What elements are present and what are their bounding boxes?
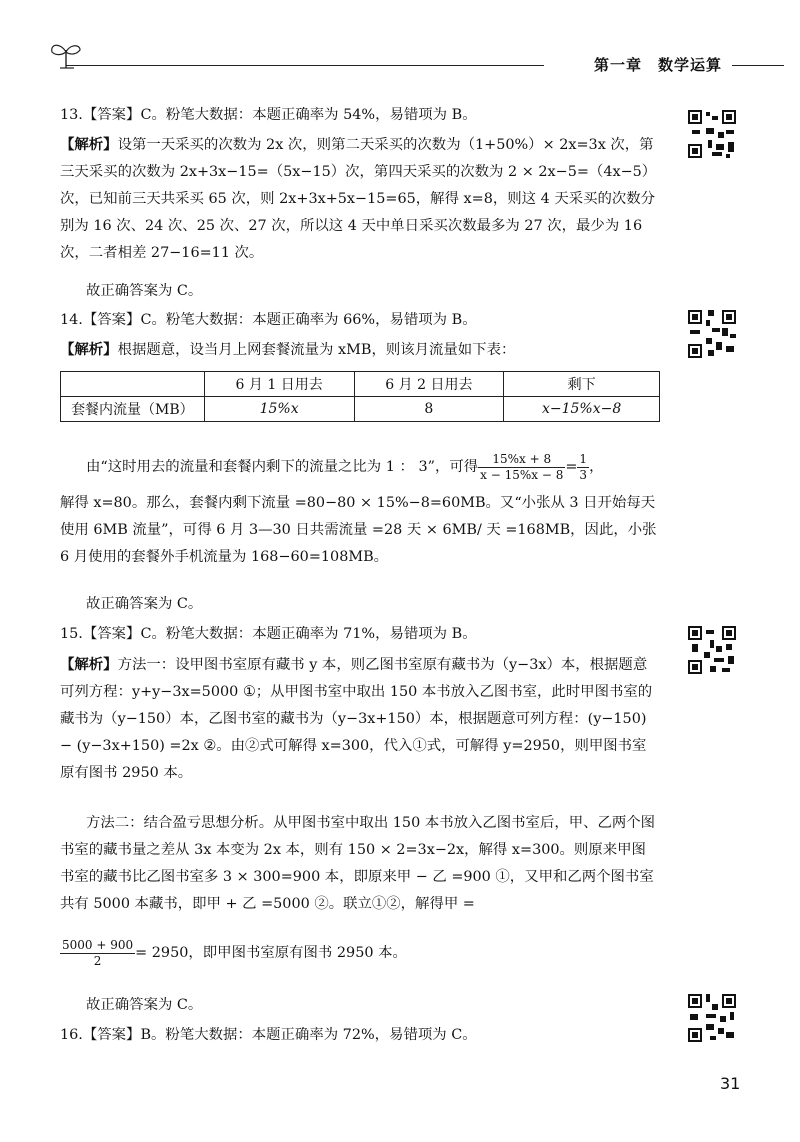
q16-answer: 16.【答案】B。粉笔大数据：本题正确率为 72%，易错项为 C。 <box>60 1027 477 1043</box>
qr-code-icon <box>686 308 738 360</box>
header-rule-right <box>732 65 784 66</box>
analysis-label: 【解析】 <box>60 342 118 358</box>
table-header-cell <box>61 372 205 397</box>
chapter-title: 第一章 数学运算 <box>593 56 722 74</box>
q14-analysis-text: 根据题意，设当月上网套餐流量为 xMB，则该月流量如下表： <box>117 342 516 358</box>
analysis-label: 【解析】 <box>60 657 118 673</box>
q14-conclusion: 故正确答案为 C。 <box>86 596 203 612</box>
fraction-numerator: 1 <box>579 451 588 466</box>
q15-conclusion: 故正确答案为 C。 <box>86 997 203 1013</box>
fraction-numerator: 5000 + 900 <box>62 937 134 952</box>
table-header-cell: 6 月 1 日用去 <box>204 372 354 397</box>
equals-sign: = <box>565 459 578 475</box>
q15-answer: 15.【答案】C。粉笔大数据：本题正确率为 71%，易错项为 B。 <box>60 626 477 642</box>
q15-method1-text: 方法一：设甲图书室原有藏书 y 本，则乙图书室原有藏书为（y−3x）本，根据题意可列方程：y+y−3x=5000 ①；从甲图书室中取出 150 本书放入乙图书室，此时甲图书室的藏书为（y−150）本，乙图书室的藏书为（y−3x+150）本，根据题意可列方程：(y−150) − (y−3x+150) =2x ②。由②式可解得 x=300，代入①式，可解得 y=2950，则甲图书室原有图书 2950 本。 <box>60 657 653 781</box>
q13-analysis <box>60 132 660 267</box>
table-cell: x−15%x−8 <box>504 397 660 422</box>
fraction <box>60 938 135 969</box>
table-row <box>61 397 660 422</box>
q14-text: ， <box>589 459 604 475</box>
q14-ratio-line <box>86 450 660 484</box>
q15-result-text: = 2950，即甲图书室原有图书 2950 本。 <box>135 945 407 961</box>
fraction-denominator: 2 <box>93 953 102 968</box>
q15-method1 <box>60 652 660 787</box>
qr-code-icon <box>686 108 738 160</box>
q14-analysis <box>60 337 660 364</box>
analysis-label: 【解析】 <box>60 137 118 153</box>
page-number: 31 <box>720 1074 741 1093</box>
table-header-row <box>61 372 660 397</box>
table-cell: 15%x <box>204 397 354 422</box>
q13-conclusion: 故正确答案为 C。 <box>86 283 203 299</box>
q13-analysis-text: 设第一天采买的次数为 2x 次，则第二天采买的次数为（1+50%）× 2x=3x 次，第三天采买的次数为 2x+3x−15=（5x−15）次，第四天采买的次数为 2 × 2x−5=（4x−5）次，已知前三天共采买 65 次，则 2x+3x+5x−15=65，解得 x=8，则这 4 天采买的次数分别为 16 次、24 次、25 次、27 次，所以这 4 天中单日采买次数最多为 27 次，最少为 16 次，二者相差 27−16=11 次。 <box>60 137 657 261</box>
table-cell: 套餐内流量（MB） <box>61 397 205 422</box>
table-cell: 8 <box>354 397 504 422</box>
header-rule <box>66 65 544 66</box>
fraction-numerator: 15%x + 8 <box>478 452 565 468</box>
traffic-table <box>60 371 660 422</box>
q14-answer: 14.【答案】C。粉笔大数据：本题正确率为 66%，易错项为 B。 <box>60 312 477 328</box>
fraction-denominator: 3 <box>579 467 588 482</box>
qr-code-icon <box>686 624 738 676</box>
qr-code-icon <box>686 992 738 1044</box>
fraction <box>577 452 589 483</box>
q14-calculation: 解得 x=80。那么，套餐内剩下流量 =80−80 × 15%−8=60MB。又“小张从 3 日开始每天使用 6MB 流量”，可得 6 月 3—30 日共需流量 =28 天 × 6MB/ 天 =168MB，因此，小张 6 月使用的套餐外手机流量为 168−60=108MB。 <box>60 495 657 565</box>
q14-text: 由“这时用去的流量和套餐内剩下的流量之比为 1 ： 3”，可得 <box>86 459 479 475</box>
fraction-denominator: x − 15%x − 8 <box>480 467 564 482</box>
table-header-cell: 剩下 <box>504 372 660 397</box>
table-header-cell: 6 月 2 日用去 <box>354 372 504 397</box>
q13-answer: 13.【答案】C。粉笔大数据：本题正确率为 54%，易错项为 B。 <box>60 107 477 123</box>
q15-result-line <box>60 936 660 970</box>
q15-method2: 方法二：结合盈亏思想分析。从甲图书室中取出 150 本书放入乙图书室后，甲、乙两个图书室的藏书量之差从 3x 本变为 2x 本，则有 150 × 2=3x−2x，解得 x=300。则原来甲图书室的藏书比乙图书室多 3 × 300=900 本，即原来甲 − 乙 =900 ①，又甲和乙两个图书室共有 5000 本藏书，即甲 + 乙 =5000 ②。联立①②，解得甲 = <box>60 815 656 912</box>
page-header <box>46 38 784 72</box>
sprout-icon <box>46 38 86 72</box>
fraction <box>478 452 565 483</box>
